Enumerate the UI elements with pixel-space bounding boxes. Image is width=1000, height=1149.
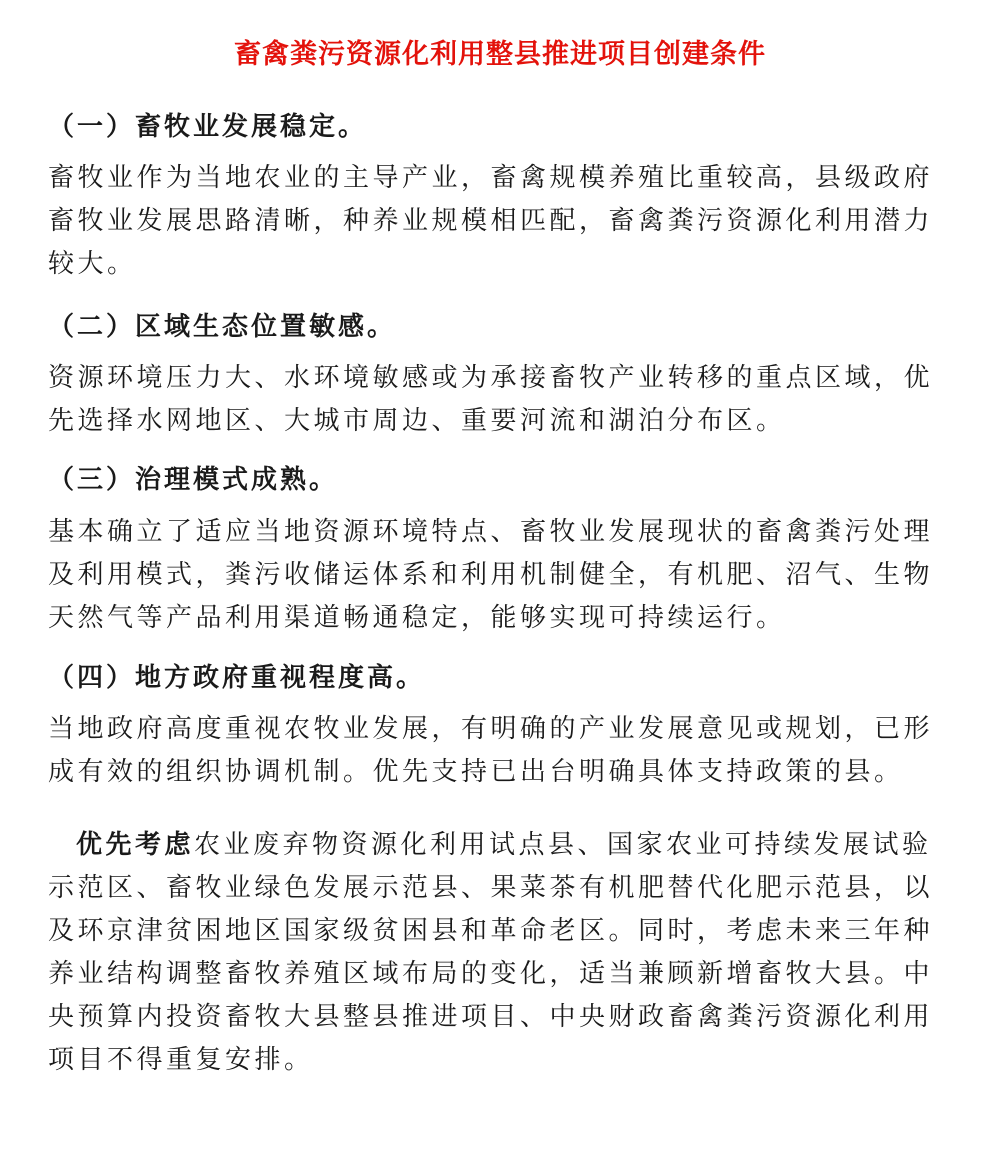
section-heading-2: （二）区域生态位置敏感。 [48,312,397,342]
paragraph-line: 及环京津贫困地区国家级贫困县和革命老区。同时，考虑未来三年种 [48,916,934,946]
paragraph-line [48,824,948,867]
paragraph-line: 央预算内投资畜牧大县整县推进项目、中央财政畜禽粪污资源化利用 [48,1002,934,1032]
section-paragraph-1 [48,157,948,286]
section-heading-3: （三）治理模式成熟。 [48,465,339,495]
section-paragraph-3 [48,511,948,640]
paragraph-line: 成有效的组织协调机制。优先支持已出台明确具体支持政策的县。 [48,757,904,787]
paragraph-line: 基本确立了适应当地资源环境特点、畜牧业发展现状的畜禽粪污处理 [48,517,934,547]
paragraph-line: 资源环境压力大、水环境敏感或为承接畜牧产业转移的重点区域，优 [48,363,934,393]
document-title: 畜禽粪污资源化利用整县推进项目创建条件 [234,39,766,70]
paragraph-line: 养业结构调整畜牧养殖区域布局的变化，适当兼顾新增畜牧大县。中 [48,959,934,989]
priority-label: 优先考虑 [76,830,195,860]
paragraph-line: 天然气等产品利用渠道畅通稳定，能够实现可持续运行。 [48,603,786,633]
paragraph-line: 示范区、畜牧业绿色发展示范县、果菜茶有机肥替代化肥示范县，以 [48,873,934,903]
section-heading-4: （四）地方政府重视程度高。 [48,663,426,693]
section-paragraph-2 [48,357,948,443]
section-heading-1: （一）畜牧业发展稳定。 [48,112,368,142]
paragraph-line: 畜牧业发展思路清晰，种养业规模相匹配，畜禽粪污资源化利用潜力 [48,206,934,236]
paragraph-line: 先选择水网地区、大城市周边、重要河流和湖泊分布区。 [48,406,786,436]
section-paragraph-4 [48,708,948,794]
paragraph-line: 畜牧业作为当地农业的主导产业，畜禽规模养殖比重较高，县级政府 [48,163,934,193]
paragraph-line: 及利用模式，粪污收储运体系和利用机制健全，有机肥、沼气、生物 [48,560,934,590]
paragraph-line: 较大。 [48,249,137,279]
paragraph-line: 当地政府高度重视农牧业发展，有明确的产业发展意见或规划，已形 [48,714,934,744]
priority-first-line-text: 农业废弃物资源化利用试点县、国家农业可持续发展试验 [194,830,932,860]
paragraph-line: 项目不得重复安排。 [48,1045,314,1075]
priority-paragraph [48,824,948,1082]
